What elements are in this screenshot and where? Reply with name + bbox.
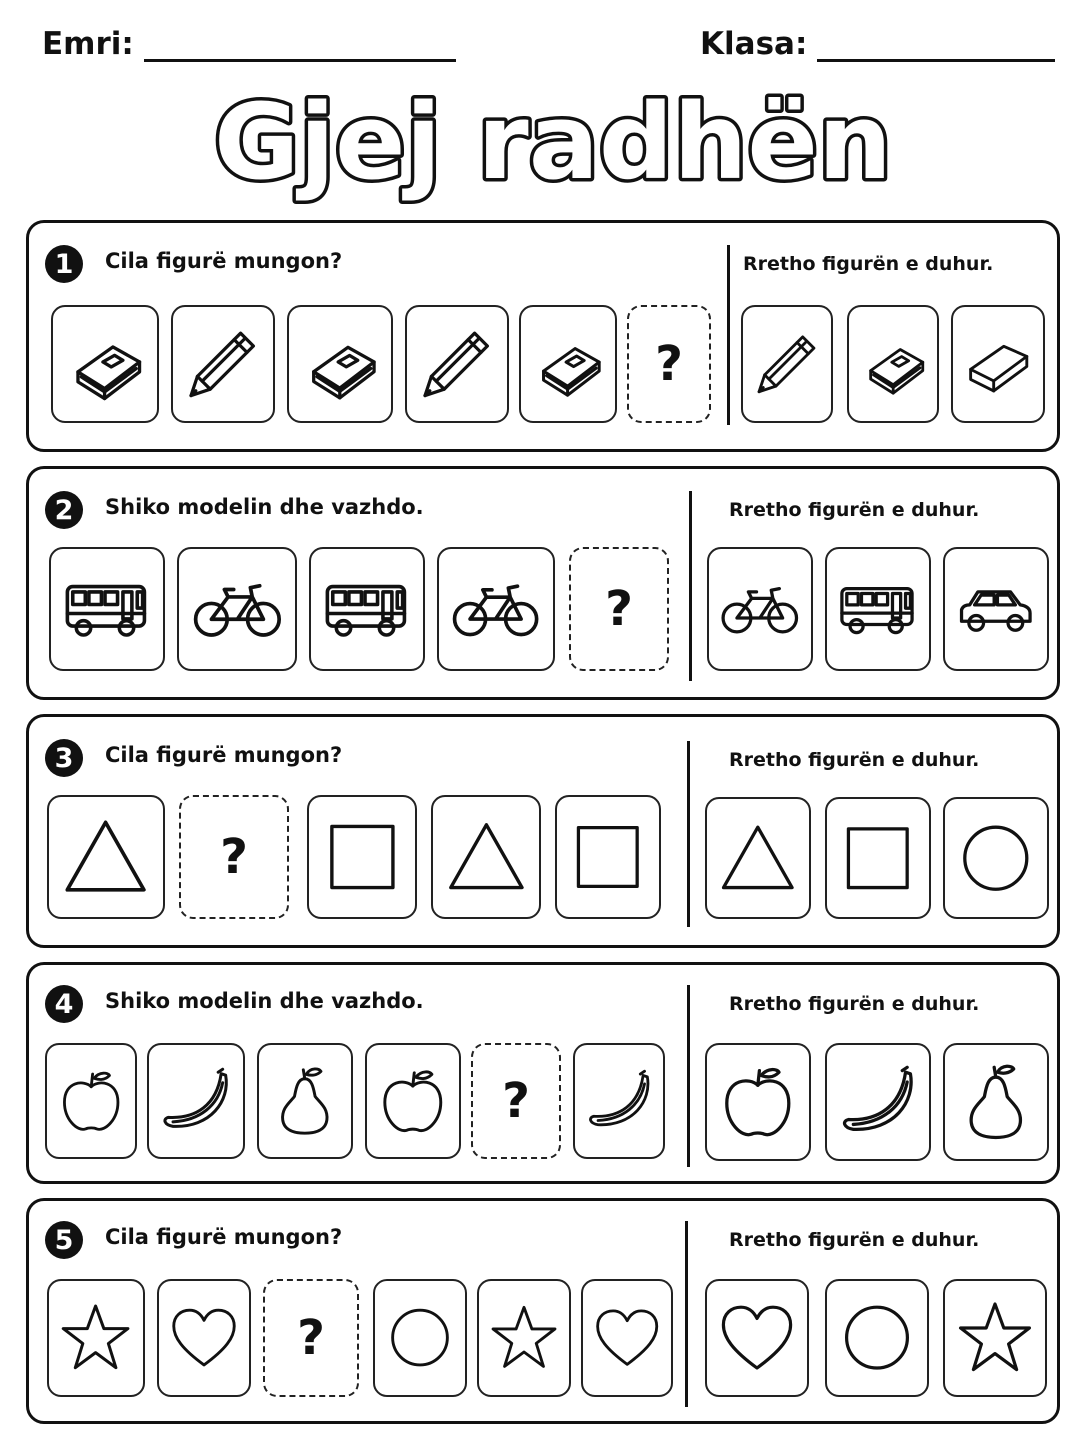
answer-option-bus[interactable] [825, 547, 931, 671]
circle-icon [384, 1292, 456, 1383]
exercise-number-badge: 5 [45, 1221, 83, 1259]
star-card [47, 1279, 145, 1397]
apple-icon [376, 1056, 450, 1146]
answer-option-heart[interactable] [705, 1279, 809, 1397]
star-icon [58, 1292, 133, 1383]
exercise-instruction: Shiko modelin dhe vazhdo. [105, 495, 424, 519]
answer-instruction: Rretho figurën e duhur. [729, 993, 980, 1015]
circle-card [373, 1279, 467, 1397]
apple-card [365, 1043, 461, 1159]
apple-icon [56, 1056, 126, 1146]
missing-item-slot[interactable] [179, 795, 289, 919]
book-icon [858, 318, 928, 409]
answer-option-triangle[interactable] [705, 797, 811, 919]
answer-option-circle[interactable] [943, 797, 1049, 919]
answer-option-eraser[interactable] [951, 305, 1045, 423]
name-label: Emri: [42, 26, 134, 62]
answer-option-banana[interactable] [825, 1043, 931, 1161]
answer-option-car[interactable] [943, 547, 1049, 671]
question-mark: ? [297, 1310, 325, 1366]
bus-icon [322, 561, 412, 657]
heart-icon [592, 1292, 662, 1383]
bicycle-icon [191, 561, 284, 657]
exercise-4 [26, 962, 1060, 1184]
heart-icon [717, 1292, 797, 1383]
square-card [555, 795, 661, 919]
question-mark: ? [655, 336, 683, 392]
book-icon [299, 318, 381, 409]
bus-card [49, 547, 165, 671]
star-card [477, 1279, 571, 1397]
section-divider [687, 741, 690, 927]
exercise-instruction: Cila figurë mungon? [105, 249, 343, 273]
triangle-icon [444, 809, 529, 905]
class-line[interactable] [817, 29, 1055, 62]
pencil-icon [752, 318, 822, 409]
square-icon [567, 809, 649, 905]
book-card [519, 305, 617, 423]
answer-instruction: Rretho figurën e duhur. [729, 499, 980, 521]
exercise-instruction: Shiko modelin dhe vazhdo. [105, 989, 424, 1013]
pencil-card [171, 305, 275, 423]
banana-card [573, 1043, 665, 1159]
class-label: Klasa: [700, 26, 808, 62]
book-card [51, 305, 159, 423]
answer-option-square[interactable] [825, 797, 931, 919]
question-mark: ? [502, 1073, 530, 1129]
exercise-3 [26, 714, 1060, 948]
missing-item-slot[interactable] [627, 305, 711, 423]
apple-icon [717, 1056, 799, 1147]
circle-icon [837, 1292, 917, 1383]
answer-option-book[interactable] [847, 305, 939, 423]
answer-option-apple[interactable] [705, 1043, 811, 1161]
answer-option-circle[interactable] [825, 1279, 929, 1397]
bicycle-card [177, 547, 297, 671]
apple-card [45, 1043, 137, 1159]
missing-item-slot[interactable] [471, 1043, 561, 1159]
exercise-5 [26, 1198, 1060, 1424]
exercise-number-badge: 1 [45, 245, 83, 283]
banana-icon [837, 1056, 919, 1147]
bicycle-icon [450, 561, 541, 657]
exercise-instruction: Cila figurë mungon? [105, 1225, 343, 1249]
question-mark: ? [220, 829, 248, 885]
star-icon [488, 1292, 560, 1383]
section-divider [689, 491, 692, 681]
book-icon [63, 318, 146, 409]
pencil-icon [183, 318, 263, 409]
book-card [287, 305, 393, 423]
triangle-card [431, 795, 541, 919]
square-card [307, 795, 417, 919]
answer-instruction: Rretho figurën e duhur. [729, 749, 980, 771]
pencil-icon [417, 318, 497, 409]
circle-icon [955, 811, 1037, 905]
book-icon [530, 318, 605, 409]
exercise-2 [26, 466, 1060, 700]
triangle-card [47, 795, 165, 919]
exercise-number-badge: 3 [45, 739, 83, 777]
page-title-text: Gjej radhën [214, 81, 892, 203]
heart-card [157, 1279, 251, 1397]
name-field[interactable] [42, 26, 456, 62]
answer-option-bicycle[interactable] [707, 547, 813, 671]
banana-icon [158, 1056, 233, 1146]
exercise-number-badge: 4 [45, 985, 83, 1023]
answer-instruction: Rretho figurën e duhur. [743, 253, 994, 275]
exercise-instruction: Cila figurë mungon? [105, 743, 343, 767]
section-divider [727, 245, 730, 425]
bus-icon [837, 561, 919, 657]
banana-icon [584, 1056, 654, 1146]
answer-option-pear[interactable] [943, 1043, 1049, 1161]
pear-icon [268, 1056, 342, 1146]
star-icon [955, 1292, 1035, 1383]
banana-card [147, 1043, 245, 1159]
question-mark: ? [605, 581, 633, 637]
pear-icon [955, 1056, 1037, 1147]
triangle-icon [60, 809, 151, 905]
bus-card [309, 547, 425, 671]
bus-icon [62, 561, 152, 657]
pencil-card [405, 305, 509, 423]
triangle-icon [717, 811, 799, 905]
eraser-icon [962, 318, 1034, 409]
exercise-1 [26, 220, 1060, 452]
bicycle-card [437, 547, 555, 671]
missing-item-slot[interactable] [569, 547, 669, 671]
heart-card [581, 1279, 673, 1397]
car-icon [955, 561, 1037, 657]
exercise-number-badge: 2 [45, 491, 83, 529]
page-title [0, 78, 1086, 218]
class-field[interactable] [700, 26, 1055, 62]
answer-option-pencil[interactable] [741, 305, 833, 423]
heart-icon [168, 1292, 240, 1383]
bicycle-icon [719, 561, 801, 657]
name-line[interactable] [144, 29, 456, 62]
section-divider [685, 1221, 688, 1407]
pear-card [257, 1043, 353, 1159]
missing-item-slot[interactable] [263, 1279, 359, 1397]
square-icon [837, 811, 919, 905]
square-icon [320, 809, 405, 905]
section-divider [687, 985, 690, 1167]
answer-instruction: Rretho figurën e duhur. [729, 1229, 980, 1251]
answer-option-star[interactable] [943, 1279, 1047, 1397]
